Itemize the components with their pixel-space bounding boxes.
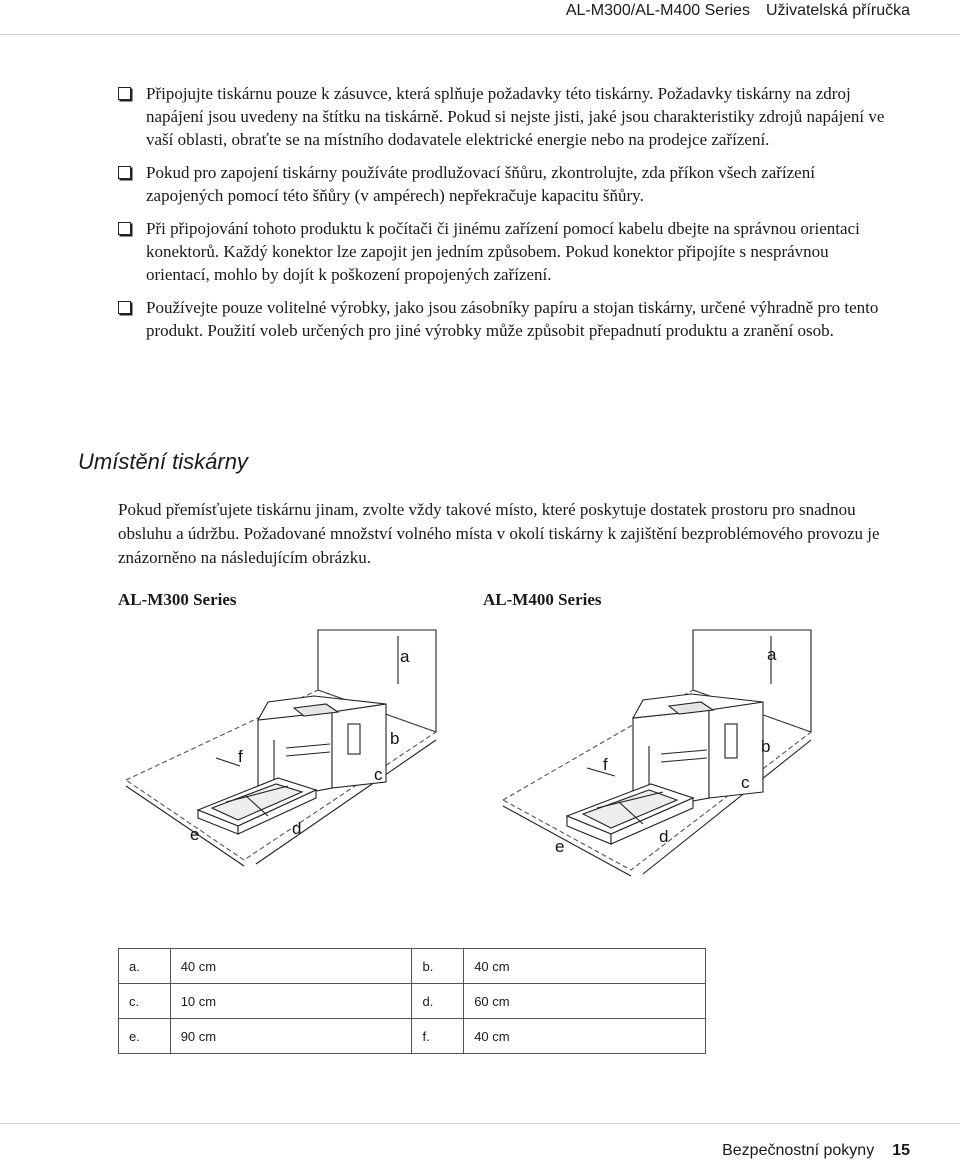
dimension-line-f	[587, 768, 615, 776]
page-header	[0, 0, 960, 35]
label-b: b	[390, 729, 400, 748]
figure-label-al-m300: AL-M300 Series	[118, 590, 237, 609]
table-cell: c.	[119, 984, 171, 1019]
table-row	[119, 949, 706, 984]
table-cell: 40 cm	[170, 949, 412, 984]
section-title: Umístění tiskárny	[78, 449, 248, 474]
bullet-text: Připojujte tiskárnu pouze k zásuvce, která splňuje požadavky této tiskárny. Požadavky tiskárny na zdroj napájení jsou uvedeny na štítku na tiskárně. Pokud si nejste jisti, jaké jsou charakteristiky zdrojů napájení ve vaší oblasti, obraťte se na místního dodavatele elektrické energie nebo na prodejce zařízení.	[146, 84, 885, 149]
header-doc-title: Uživatelská příručka	[765, 2, 910, 19]
page-number: 15	[892, 1142, 910, 1159]
label-a: a	[767, 645, 777, 664]
label-a: a	[400, 647, 410, 666]
table-cell: 60 cm	[464, 984, 706, 1019]
checkbox-bullet-icon	[118, 222, 131, 235]
label-d: d	[292, 819, 302, 838]
table-cell: 40 cm	[464, 1019, 706, 1054]
table-row	[119, 1019, 706, 1054]
label-c: c	[374, 765, 383, 784]
table-cell: 40 cm	[464, 949, 706, 984]
bullet-item	[118, 296, 888, 342]
table-cell: a.	[119, 949, 171, 984]
table-cell: e.	[119, 1019, 171, 1054]
checkbox-bullet-icon	[118, 87, 131, 100]
printer-clearance-figure-m400	[483, 620, 828, 890]
label-e: e	[190, 825, 200, 844]
header-series: AL-M300/AL-M400 Series	[565, 2, 750, 19]
dimension-line-f	[216, 758, 240, 766]
label-c: c	[741, 773, 750, 792]
bullet-item	[118, 217, 888, 286]
footer-section: Bezpečnostní pokyny	[722, 1142, 875, 1159]
label-f: f	[238, 747, 243, 766]
table-cell: f.	[412, 1019, 464, 1054]
table-cell: b.	[412, 949, 464, 984]
bullet-text: Při připojování tohoto produktu k počítači či jinému zařízení pomocí kabelu dbejte na správnou orientaci konektorů. Každý konektor lze zapojit jen jedním způsobem. Pokud konektor připojíte s nesprávnou orientací, mohlo by dojít k poškození propojených zařízení.	[146, 219, 860, 284]
label-b: b	[761, 737, 771, 756]
bullet-item	[118, 82, 888, 151]
bullet-text: Pokud pro zapojení tiskárny používáte prodlužovací šňůru, zkontrolujte, zda příkon všech zařízení zapojených pomocí této šňůry (v ampérech) nepřekračuje kapacitu šňůry.	[146, 163, 815, 205]
label-f: f	[603, 755, 608, 774]
label-e: e	[555, 837, 565, 856]
bullet-text: Používejte pouze volitelné výrobky, jako jsou zásobníky papíru a stojan tiskárny, určené výhradně pro tento produkt. Použití voleb určených pro jiné výrobky může způsobit přepadnutí produktu a zranění osob.	[146, 298, 879, 340]
bullet-item	[118, 161, 888, 207]
section-intro: Pokud přemísťujete tiskárnu jinam, zvolte vždy takové místo, které poskytuje dostatek prostoru pro snadnou obsluhu a údržbu. Požadované množství volného místa v okolí tiskárny k zajištění bezproblémového provozu je znázorněno na následujícím obrázku.	[118, 500, 880, 567]
table-cell: 10 cm	[170, 984, 412, 1019]
label-d: d	[659, 827, 669, 846]
safety-bullet-list	[118, 82, 888, 352]
checkbox-bullet-icon	[118, 166, 131, 179]
figure-label-al-m400: AL-M400 Series	[483, 590, 602, 609]
clearance-table	[118, 948, 706, 1054]
checkbox-bullet-icon	[118, 301, 131, 314]
table-cell: d.	[412, 984, 464, 1019]
table-cell: 90 cm	[170, 1019, 412, 1054]
page-footer	[0, 1123, 960, 1166]
paper-cassette	[567, 784, 693, 844]
table-row	[119, 984, 706, 1019]
printer-clearance-figure-m300	[118, 620, 458, 880]
